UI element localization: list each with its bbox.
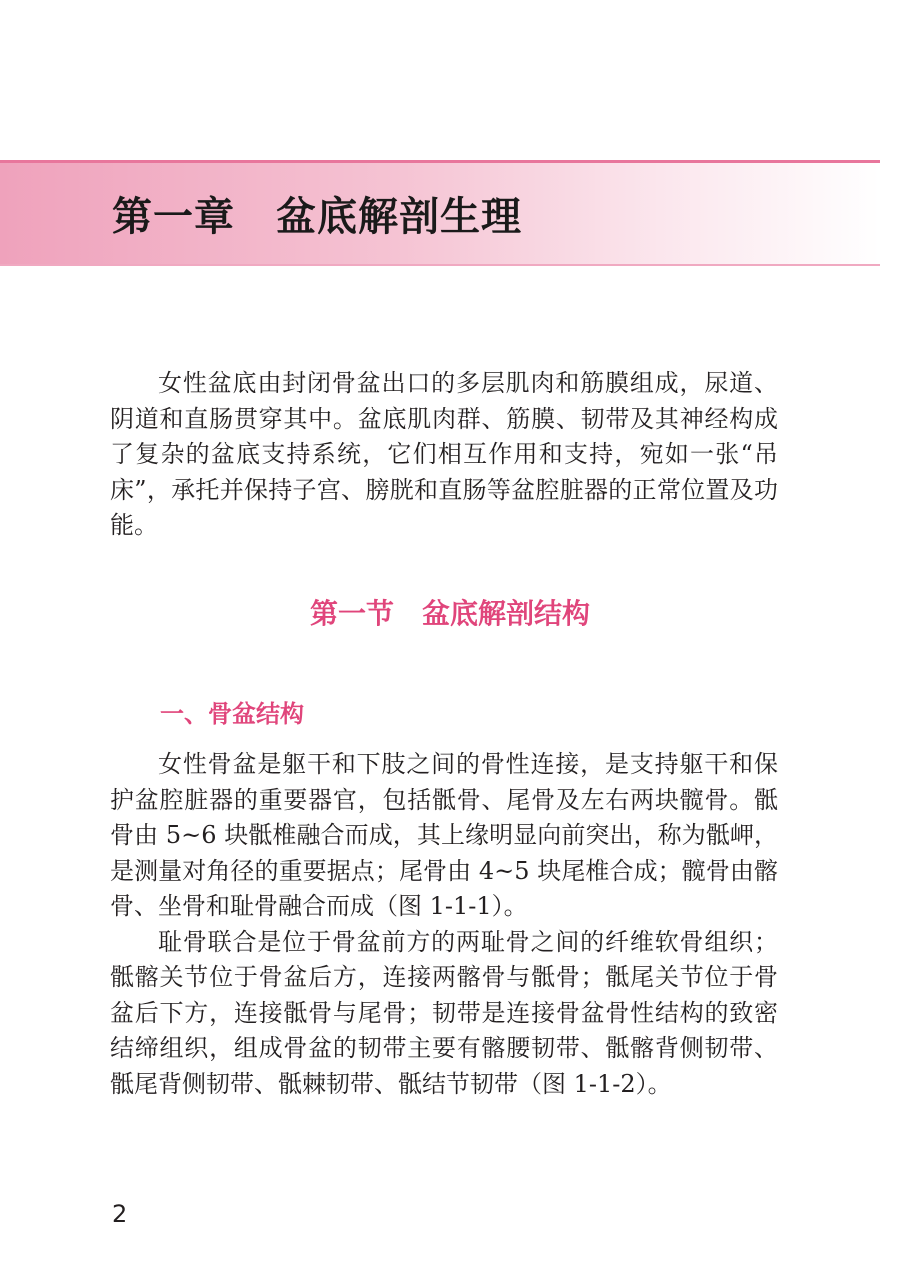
body-paragraph-1: 女性骨盆是躯干和下肢之间的骨性连接，是支持躯干和保护盆腔脏器的重要器官，包括骶骨、尾骨及左右两块髋骨。骶骨由 5~6 块骶椎融合而成，其上缘明显向前突出，称为骶岬，是测量对角径的重要据点；尾骨由 4~5 块尾椎合成；髋骨由髂骨、坐骨和耻骨融合而成（图 1-1-1）。 <box>110 750 778 920</box>
intro-paragraph: 女性盆底由封闭骨盆出口的多层肌肉和筋膜组成，尿道、阴道和直肠贯穿其中。盆底肌肉群、筋膜、韧带及其神经构成了复杂的盆底支持系统，它们相互作用和支持，宛如一张“吊床”，承托并保持子宫、膀胱和直肠等盆腔脏器的正常位置及功能。 <box>110 369 778 539</box>
body-paragraph-2: 耻骨联合是位于骨盆前方的两耻骨之间的纤维软骨组织；骶髂关节位于骨盆后方，连接两髂骨与骶骨；骶尾关节位于骨盆后下方，连接骶骨与尾骨；韧带是连接骨盆骨性结构的致密结缔组织，组成骨盆的韧带主要有髂腰韧带、骶髂背侧韧带、骶尾背侧韧带、骶棘韧带、骶结节韧带（图 1-1-2）。 <box>110 927 778 1098</box>
subsection-body <box>110 747 778 1102</box>
page-number: 2 <box>112 1200 128 1228</box>
intro-section <box>110 366 778 544</box>
subsection-title: 一、骨盆结构 <box>160 700 304 728</box>
section-title: 第一节 盆底解剖结构 <box>309 597 590 630</box>
chapter-title: 第一章 盆底解剖生理 <box>112 194 522 240</box>
